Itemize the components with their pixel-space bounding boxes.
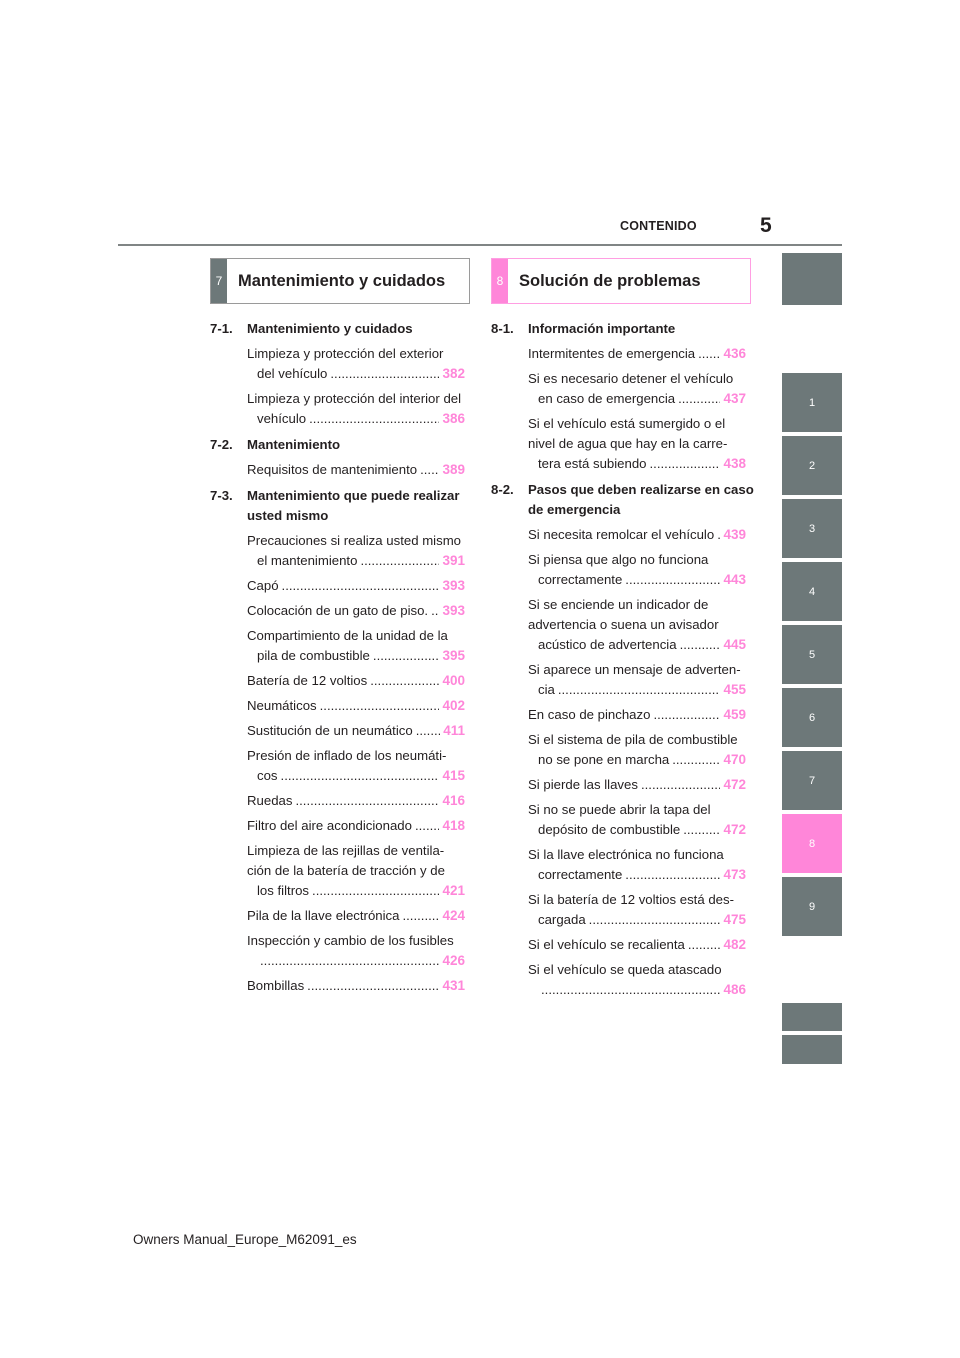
dot-leader — [402, 906, 439, 926]
toc-entry[interactable] — [247, 746, 465, 786]
side-tab-7[interactable]: 7 — [782, 751, 842, 810]
dot-leader — [295, 791, 439, 811]
page-number: 5 — [760, 214, 772, 237]
toc-page-link[interactable]: 475 — [723, 912, 746, 927]
toc-entry-text: cos — [257, 768, 278, 783]
dot-leader — [558, 680, 721, 700]
toc-entry-text: Capó — [247, 578, 279, 593]
toc-page-link[interactable]: 470 — [723, 752, 746, 767]
toc-page-link[interactable]: 438 — [723, 456, 746, 471]
toc-entry[interactable] — [528, 800, 746, 840]
toc-entry-text: Si piensa que algo no funciona — [528, 552, 709, 567]
toc-page-link[interactable]: 436 — [723, 346, 746, 361]
toc-column-section-7 — [210, 318, 485, 1001]
toc-group — [491, 479, 766, 1000]
toc-entry-text: en caso de emergencia — [538, 391, 676, 406]
toc-page-link[interactable]: 386 — [442, 411, 465, 426]
toc-entry[interactable] — [247, 531, 465, 571]
toc-group-title: Mantenimiento que puede realizar usted mismo — [247, 488, 460, 523]
side-tab-8[interactable]: 8 — [782, 814, 842, 873]
toc-group-number: 7-1. — [210, 321, 233, 336]
dot-leader — [683, 820, 720, 840]
dot-leader — [282, 576, 440, 596]
toc-entry[interactable] — [528, 705, 746, 725]
toc-group — [491, 318, 766, 474]
toc-entry-text: correctamente — [538, 867, 623, 882]
toc-group-heading[interactable] — [491, 318, 766, 339]
toc-entry-text: cia — [538, 682, 555, 697]
toc-page-link[interactable]: 393 — [442, 603, 465, 618]
toc-entry-text: Colocación de un gato de piso. — [247, 603, 429, 618]
toc-entry[interactable] — [247, 344, 465, 384]
toc-page-link[interactable]: 459 — [723, 707, 746, 722]
toc-group-number: 7-3. — [210, 488, 233, 503]
section-header-8 — [491, 258, 751, 304]
toc-entry-text: los filtros — [257, 883, 310, 898]
dot-leader — [415, 816, 440, 836]
toc-page-link[interactable]: 486 — [723, 982, 746, 997]
dot-leader — [431, 601, 439, 621]
toc-entry[interactable] — [247, 671, 465, 691]
toc-page-link[interactable]: 421 — [442, 883, 465, 898]
side-tab-5[interactable]: 5 — [782, 625, 842, 684]
side-tab-6[interactable]: 6 — [782, 688, 842, 747]
toc-group-number: 8-1. — [491, 321, 514, 336]
toc-entry[interactable] — [247, 626, 465, 666]
toc-group — [210, 318, 485, 429]
toc-entry-text: Ruedas — [247, 793, 293, 808]
toc-group-number: 8-2. — [491, 482, 514, 497]
toc-page-link[interactable]: 393 — [442, 578, 465, 593]
dot-leader — [370, 671, 439, 691]
side-tab-2[interactable]: 2 — [782, 436, 842, 495]
section-badge: 7 — [211, 259, 227, 303]
toc-entry-text: vehículo — [257, 411, 307, 426]
toc-entry-text: Presión de inflado de los neumáti- — [247, 748, 447, 763]
dot-leader — [309, 409, 439, 429]
dot-leader — [541, 980, 720, 1000]
toc-page-link[interactable]: 400 — [442, 673, 465, 688]
toc-entry[interactable] — [247, 816, 465, 836]
toc-entry[interactable] — [528, 344, 746, 364]
toc-entry-text: correctamente — [538, 572, 623, 587]
toc-entry[interactable] — [247, 696, 465, 716]
toc-entry-text: Si la llave electrónica no funciona — [528, 847, 724, 862]
toc-page-link[interactable]: 424 — [442, 908, 465, 923]
toc-entry[interactable] — [528, 775, 746, 795]
toc-group-heading[interactable] — [210, 434, 485, 455]
toc-entry-text: Batería de 12 voltios — [247, 673, 368, 688]
side-tab-4[interactable]: 4 — [782, 562, 842, 621]
toc-entry-text: Si aparece un mensaje de adverten- — [528, 662, 741, 677]
toc-entry[interactable] — [528, 890, 746, 930]
running-header-title: CONTENIDO — [620, 219, 697, 233]
toc-page-link[interactable]: 402 — [442, 698, 465, 713]
toc-entry-text: del vehículo — [257, 366, 328, 381]
section-header-7 — [210, 258, 470, 304]
dot-leader — [672, 750, 720, 770]
toc-entry-text: Si el vehículo se recalienta — [528, 937, 685, 952]
toc-entry-text: el mantenimiento — [257, 553, 358, 568]
toc-entry-text: nivel de agua que hay en la carre- — [528, 436, 728, 451]
side-tab-blank-bottom-1[interactable] — [782, 1003, 842, 1031]
dot-leader — [420, 460, 439, 480]
side-tab-blank-top[interactable] — [782, 253, 842, 305]
toc-entry-text: Sustitución de un neumático — [247, 723, 413, 738]
dot-leader — [650, 454, 721, 474]
toc-page-link[interactable]: 416 — [442, 793, 465, 808]
toc-entry-text: Limpieza de las rejillas de ventila- — [247, 843, 445, 858]
toc-page-link[interactable]: 382 — [442, 366, 465, 381]
toc-page-link[interactable]: 389 — [442, 462, 465, 477]
toc-group-number: 7-2. — [210, 437, 233, 452]
toc-entry-text: Neumáticos — [247, 698, 317, 713]
toc-page-link[interactable]: 437 — [723, 391, 746, 406]
toc-entry[interactable] — [247, 976, 465, 996]
toc-entry[interactable] — [528, 414, 746, 474]
toc-entry[interactable] — [528, 369, 746, 409]
dot-leader — [678, 389, 720, 409]
dot-leader — [373, 646, 440, 666]
section-title: Solución de problemas — [519, 271, 701, 290]
toc-entry[interactable] — [528, 730, 746, 770]
toc-group-title: Pasos que deben realizarse en caso de emergencia — [528, 482, 754, 517]
toc-group — [210, 434, 485, 480]
toc-entry-text: Si pierde las llaves — [528, 777, 638, 792]
toc-entry[interactable] — [528, 935, 746, 955]
toc-entry-text: no se pone en marcha — [538, 752, 670, 767]
dot-leader — [625, 570, 720, 590]
toc-page-link[interactable]: 455 — [723, 682, 746, 697]
side-tab-3[interactable]: 3 — [782, 499, 842, 558]
header-rule — [118, 244, 842, 246]
toc-entry-text: Si la batería de 12 voltios está des- — [528, 892, 734, 907]
dot-leader — [680, 635, 721, 655]
toc-entry[interactable] — [247, 460, 465, 480]
toc-page-link[interactable]: 415 — [442, 768, 465, 783]
toc-group-heading[interactable] — [491, 479, 766, 520]
dot-leader — [717, 525, 720, 545]
dot-leader — [260, 951, 439, 971]
toc-entry-text: En caso de pinchazo — [528, 707, 651, 722]
dot-leader — [589, 910, 721, 930]
toc-entry[interactable] — [247, 601, 465, 621]
toc-entry-text: Pila de la llave electrónica — [247, 908, 400, 923]
toc-group-title: Mantenimiento y cuidados — [247, 321, 413, 336]
toc-entry-text: Precauciones si realiza usted mismo — [247, 533, 462, 548]
toc-entry[interactable] — [247, 389, 465, 429]
toc-page-link[interactable]: 445 — [723, 637, 746, 652]
toc-entry[interactable] — [247, 906, 465, 926]
toc-column-section-8 — [491, 318, 766, 1005]
toc-entry-text: Requisitos de mantenimiento — [247, 462, 418, 477]
toc-page-link[interactable]: 482 — [723, 937, 746, 952]
dot-leader — [330, 364, 439, 384]
dot-leader — [688, 935, 721, 955]
toc-entry-text: Si el vehículo está sumergido o el — [528, 416, 726, 431]
toc-entry-text: acústico de advertencia — [538, 637, 677, 652]
toc-page-link[interactable]: 439 — [723, 527, 746, 542]
toc-entry-text: Si es necesario detener el vehículo — [528, 371, 734, 386]
toc-entry[interactable] — [247, 841, 465, 901]
toc-page-link[interactable]: 472 — [723, 777, 746, 792]
dot-leader — [312, 881, 439, 901]
dot-leader — [416, 721, 441, 741]
toc-page-link[interactable]: 395 — [442, 648, 465, 663]
toc-entry-text: advertencia o suena un avisador — [528, 617, 719, 632]
dot-leader — [653, 705, 720, 725]
toc-entry-text: Intermitentes de emergencia — [528, 346, 696, 361]
dot-leader — [641, 775, 721, 795]
dot-leader — [281, 766, 440, 786]
toc-entry-text: Si el sistema de pila de combustible — [528, 732, 738, 747]
toc-entry[interactable] — [528, 595, 746, 655]
toc-entry-text: tera está subiendo — [538, 456, 647, 471]
toc-page-link[interactable]: 418 — [442, 818, 465, 833]
toc-page-link[interactable]: 426 — [442, 953, 465, 968]
toc-page-link[interactable]: 411 — [443, 723, 465, 738]
side-tab-9[interactable]: 9 — [782, 877, 842, 936]
toc-entry[interactable] — [247, 931, 465, 971]
toc-entry[interactable] — [528, 960, 746, 1000]
toc-entry[interactable] — [528, 660, 746, 700]
toc-entry-text: ción de la batería de tracción y de — [247, 863, 445, 878]
toc-page-link[interactable]: 472 — [723, 822, 746, 837]
toc-entry[interactable] — [528, 845, 746, 885]
toc-entry-text: Compartimiento de la unidad de la — [247, 628, 448, 643]
toc-entry-text: Inspección y cambio de los fusibles — [247, 933, 454, 948]
toc-page-link[interactable]: 391 — [442, 553, 465, 568]
toc-entry[interactable] — [247, 721, 465, 741]
toc-group-heading[interactable] — [210, 485, 485, 526]
toc-entry[interactable] — [247, 791, 465, 811]
toc-entry-text: pila de combustible — [257, 648, 370, 663]
dot-leader — [320, 696, 440, 716]
toc-entry[interactable] — [528, 550, 746, 590]
footer-doc-id: Owners Manual_Europe_M62091_es — [133, 1232, 357, 1247]
toc-entry-text: cargada — [538, 912, 586, 927]
toc-entry-text: Si necesita remolcar el vehículo — [528, 527, 715, 542]
side-tab-blank-bottom-2[interactable] — [782, 1035, 842, 1064]
dot-leader — [360, 551, 439, 571]
toc-entry-text: Limpieza y protección del interior del — [247, 391, 462, 406]
toc-page-link[interactable]: 443 — [723, 572, 746, 587]
toc-entry-text: Si no se puede abrir la tapa del — [528, 802, 711, 817]
toc-group-heading[interactable] — [210, 318, 485, 339]
toc-entry-text: depósito de combustible — [538, 822, 681, 837]
toc-group — [210, 485, 485, 996]
dot-leader — [698, 344, 720, 364]
toc-entry-text: Filtro del aire acondicionado — [247, 818, 412, 833]
toc-entry[interactable] — [247, 576, 465, 596]
dot-leader — [625, 865, 720, 885]
toc-page-link[interactable]: 473 — [723, 867, 746, 882]
toc-entry-text: Si el vehículo se queda atascado — [528, 962, 722, 977]
toc-entry-text: Bombillas — [247, 978, 305, 993]
toc-entry-text: Si se enciende un indicador de — [528, 597, 709, 612]
dot-leader — [307, 976, 439, 996]
toc-entry-text: Limpieza y protección del exterior — [247, 346, 444, 361]
section-title: Mantenimiento y cuidados — [238, 271, 446, 290]
toc-page-link[interactable]: 431 — [442, 978, 465, 993]
toc-entry[interactable] — [528, 525, 746, 545]
side-tab-1[interactable]: 1 — [782, 373, 842, 432]
toc-group-title: Mantenimiento — [247, 437, 341, 452]
section-badge: 8 — [492, 259, 508, 303]
toc-group-title: Información importante — [528, 321, 676, 336]
